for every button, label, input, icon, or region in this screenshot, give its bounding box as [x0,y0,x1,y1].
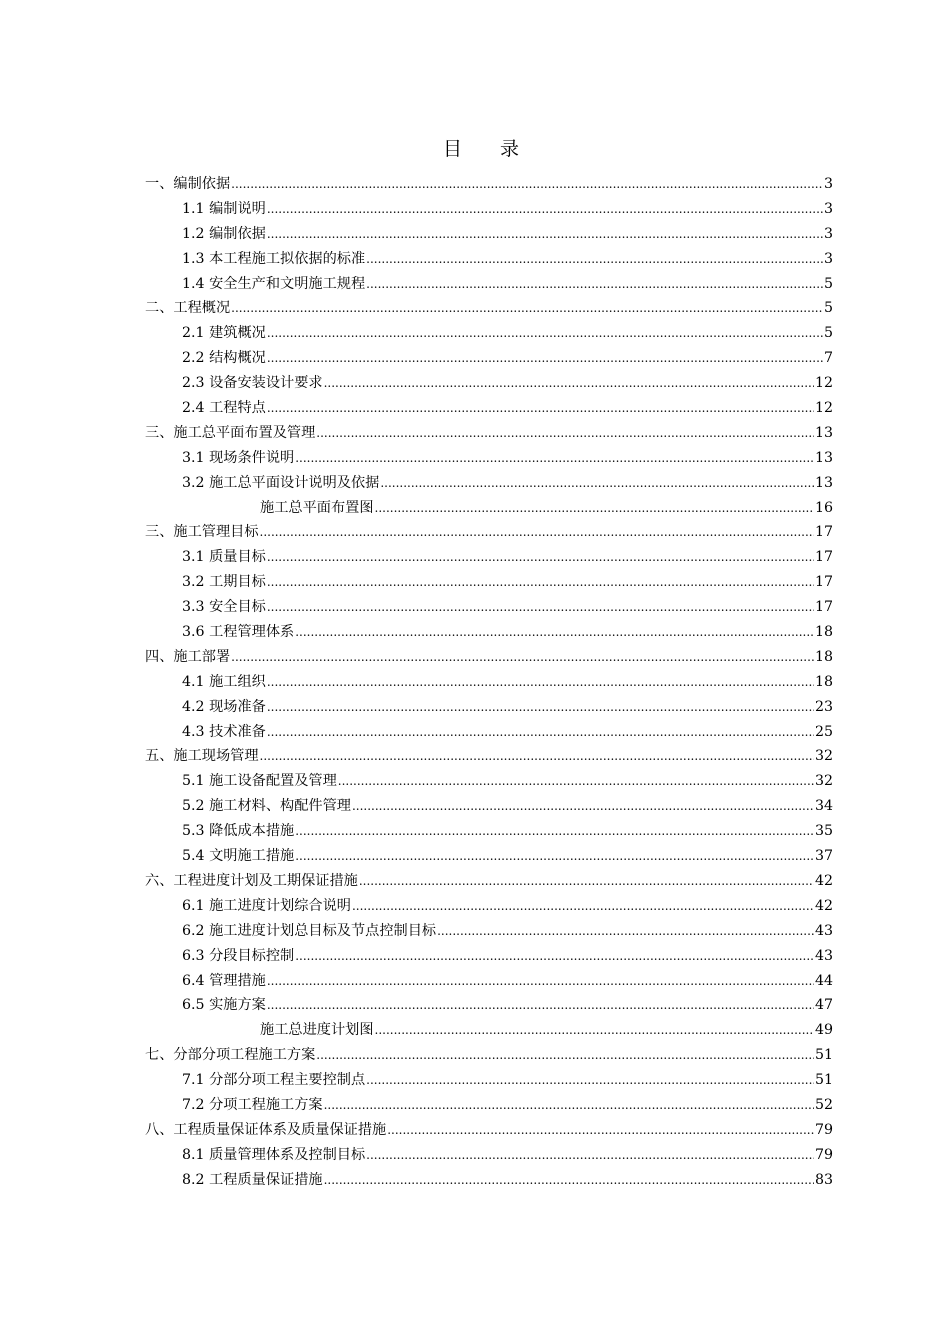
toc-dot-leader [231,645,814,670]
toc-dot-leader [260,744,814,769]
toc-dot-leader [366,247,823,272]
toc-page-number: 17 [814,599,833,616]
toc-entry[interactable] [145,695,833,720]
toc-page-number: 51 [814,1047,833,1064]
toc-entry-title: 4.2 现场准备 [182,698,266,715]
toc-page-number: 23 [814,698,833,715]
toc-entry[interactable] [145,1018,833,1043]
toc-entry[interactable] [145,595,833,620]
toc-entry-title: 2.3 设备安装设计要求 [182,375,323,392]
toc-dot-leader [295,446,814,471]
toc-entry-title: 4.3 技术准备 [182,723,266,740]
toc-dot-leader [380,471,814,496]
toc-page-number: 43 [814,947,833,964]
toc-entry[interactable] [145,222,833,247]
toc-dot-leader [366,272,823,297]
toc-entry-title: 八、工程质量保证体系及质量保证措施 [145,1121,387,1138]
toc-entry-title: 6.4 管理措施 [182,972,266,989]
toc-entry[interactable] [145,894,833,919]
toc-entry[interactable] [145,172,833,197]
toc-entry-title: 二、工程概况 [145,300,231,317]
toc-page-number: 25 [814,723,833,740]
toc-dot-leader [352,894,814,919]
toc-entry[interactable] [145,247,833,272]
toc-page-number: 12 [814,375,833,392]
toc-dot-leader [267,595,814,620]
toc-entry-title: 7.2 分项工程施工方案 [182,1096,323,1113]
toc-entry-title: 3.2 施工总平面设计说明及依据 [182,474,380,491]
toc-page-number: 3 [823,176,833,192]
toc-page-number: 13 [814,424,833,441]
toc-entry[interactable] [145,744,833,769]
toc-page-number: 34 [814,798,833,815]
toc-entry-title: 4.1 施工组织 [182,673,266,690]
toc-entry[interactable] [145,570,833,595]
toc-entry[interactable] [145,496,833,521]
toc-entry[interactable] [145,1093,833,1118]
toc-entry-title: 5.2 施工材料、构配件管理 [182,798,351,815]
toc-list [145,172,833,1193]
toc-entry[interactable] [145,1118,833,1143]
toc-dot-leader [267,321,823,346]
toc-page-number: 18 [814,648,833,665]
toc-page-number: 51 [814,1072,833,1089]
toc-entry-title: 6.3 分段目标控制 [182,947,295,964]
toc-page-number: 79 [814,1121,833,1138]
toc-entry-title: 1.1 编制说明 [182,200,266,217]
toc-entry-title: 8.2 工程质量保证措施 [182,1171,323,1188]
toc-dot-leader [267,969,814,994]
toc-dot-leader [267,197,823,222]
toc-dot-leader [260,520,814,545]
toc-dot-leader [324,1168,814,1193]
toc-page-number: 12 [814,400,833,417]
toc-dot-leader [267,222,823,247]
toc-dot-leader [366,1068,814,1093]
toc-dot-leader [316,421,814,446]
toc-entry[interactable] [145,919,833,944]
toc-entry[interactable] [145,819,833,844]
toc-entry-title: 3.6 工程管理体系 [182,624,295,641]
toc-entry[interactable] [145,296,833,321]
toc-entry-title: 一、编制依据 [145,176,231,192]
toc-entry-title: 5.4 文明施工措施 [182,848,295,865]
toc-dot-leader [267,993,814,1018]
toc-page-number: 42 [814,872,833,889]
toc-dot-leader [295,844,814,869]
toc-entry-title: 五、施工现场管理 [145,748,259,765]
toc-entry[interactable] [145,396,833,421]
toc-entry-title: 5.3 降低成本措施 [182,823,295,840]
toc-entry[interactable] [145,321,833,346]
toc-dot-leader [231,296,823,321]
toc-dot-leader [387,1118,814,1143]
toc-page-number: 18 [814,673,833,690]
toc-entry-title: 3.2 工期目标 [182,574,266,591]
toc-entry[interactable] [145,272,833,297]
toc-entry-title: 1.2 编制依据 [182,225,266,242]
toc-page-number: 13 [814,449,833,466]
toc-page-number: 17 [814,524,833,541]
toc-entry-title: 三、施工管理目标 [145,524,259,541]
toc-dot-leader [316,1043,814,1068]
toc-dot-leader [267,670,814,695]
toc-entry-title: 2.1 建筑概况 [182,325,266,342]
toc-entry[interactable] [145,794,833,819]
toc-page-number: 17 [814,549,833,566]
toc-dot-leader [338,769,814,794]
toc-entry-title: 6.1 施工进度计划综合说明 [182,897,351,914]
toc-page-number: 5 [823,300,833,317]
toc-entry[interactable] [145,1068,833,1093]
toc-entry[interactable] [145,1168,833,1193]
toc-entry-title: 施工总进度计划图 [260,1022,374,1039]
toc-entry-title: 2.4 工程特点 [182,400,266,417]
toc-entry[interactable] [145,620,833,645]
toc-entry-title: 3.1 现场条件说明 [182,449,295,466]
toc-entry[interactable] [145,969,833,994]
toc-dot-leader [375,1018,814,1043]
toc-dot-leader [352,794,814,819]
toc-page-number: 13 [814,474,833,491]
toc-entry[interactable] [145,346,833,371]
toc-dot-leader [359,869,814,894]
toc-dot-leader [375,496,814,521]
toc-entry-title: 六、工程进度计划及工期保证措施 [145,872,358,889]
toc-page-number: 35 [814,823,833,840]
toc-dot-leader [267,396,814,421]
toc-dot-leader [295,944,814,969]
toc-page-number: 49 [814,1022,833,1039]
toc-entry-title: 1.4 安全生产和文明施工规程 [182,275,366,292]
toc-dot-leader [324,371,814,396]
toc-dot-leader [295,819,814,844]
toc-page-number: 18 [814,624,833,641]
toc-page-number: 43 [814,922,833,939]
toc-entry-title: 四、施工部署 [145,648,231,665]
toc-page-number: 5 [823,275,833,292]
toc-entry-title: 5.1 施工设备配置及管理 [182,773,337,790]
toc-entry-title: 三、施工总平面布置及管理 [145,424,316,441]
toc-entry-title: 2.2 结构概况 [182,350,266,367]
toc-entry-title: 3.1 质量目标 [182,549,266,566]
toc-entry[interactable] [145,869,833,894]
toc-dot-leader [267,346,823,371]
toc-page-number: 3 [823,225,833,242]
toc-entry-title: 七、分部分项工程施工方案 [145,1047,316,1064]
toc-entry[interactable] [145,197,833,222]
toc-page-number: 79 [814,1146,833,1163]
toc-entry[interactable] [145,1043,833,1068]
toc-page-number: 44 [814,972,833,989]
toc-entry[interactable] [145,520,833,545]
toc-dot-leader [231,172,823,197]
toc-entry[interactable] [145,944,833,969]
toc-entry-title: 1.3 本工程施工拟依据的标准 [182,250,366,267]
toc-entry[interactable] [145,769,833,794]
toc-entry[interactable] [145,670,833,695]
toc-entry-title: 3.3 安全目标 [182,599,266,616]
toc-page-number: 3 [823,200,833,217]
toc-dot-leader [295,620,814,645]
toc-entry[interactable] [145,645,833,670]
toc-entry[interactable] [145,1143,833,1168]
toc-page-number: 32 [814,773,833,790]
toc-dot-leader [437,919,814,944]
toc-dot-leader [324,1093,814,1118]
toc-page-number: 52 [814,1096,833,1113]
toc-dot-leader [267,570,814,595]
toc-dot-leader [267,720,814,745]
toc-page-number: 7 [823,350,833,367]
toc-page-number: 42 [814,897,833,914]
toc-entry-title: 6.5 实施方案 [182,997,266,1014]
toc-dot-leader [267,545,814,570]
toc-entry[interactable] [145,471,833,496]
toc-page-number: 83 [814,1171,833,1188]
toc-entry[interactable] [145,720,833,745]
toc-entry-title: 8.1 质量管理体系及控制目标 [182,1146,366,1163]
toc-entry[interactable] [145,421,833,446]
toc-page-number: 17 [814,574,833,591]
toc-dot-leader [267,695,814,720]
toc-entry-title: 7.1 分部分项工程主要控制点 [182,1072,366,1089]
toc-dot-leader [366,1143,814,1168]
toc-page-number: 16 [814,499,833,516]
toc-entry[interactable] [145,545,833,570]
toc-page-number: 3 [823,250,833,267]
page-title: 目 录 [442,138,536,160]
toc-page-number: 37 [814,848,833,865]
toc-entry-title: 施工总平面布置图 [260,499,374,516]
toc-entry[interactable] [145,371,833,396]
toc-page-number: 47 [814,997,833,1014]
toc-page-number: 5 [823,325,833,342]
toc-entry[interactable] [145,844,833,869]
toc-entry[interactable] [145,446,833,471]
toc-page-number: 32 [814,748,833,765]
toc-entry-title: 6.2 施工进度计划总目标及节点控制目标 [182,922,437,939]
toc-entry[interactable] [145,993,833,1018]
